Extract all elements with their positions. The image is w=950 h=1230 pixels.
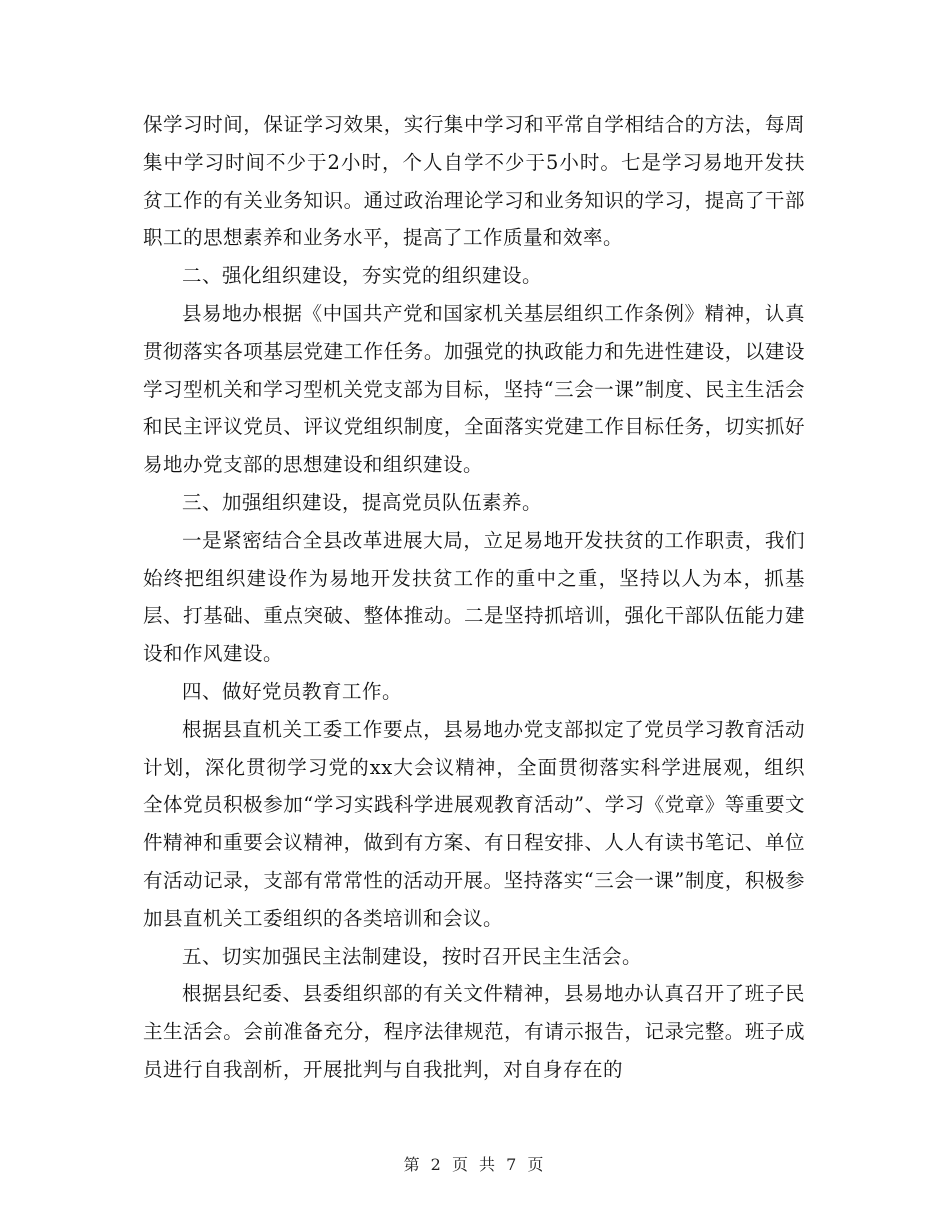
section-heading-3: 三、加强组织建设，提高党员队伍素养。 [182, 490, 543, 514]
page-number-footer: 第 2 页 共 7 页 [403, 1155, 547, 1174]
section-heading-5: 五、切实加强民主法制建设，按时召开民主生活会。 [182, 944, 643, 968]
paragraph: 根据县纪委、县委组织部的有关文件精神，县易地办认真召开了班子民主生活会。会前准备充分，程序法律规范，有请示报告，记录完整。班子成员进行自我剖析，开展批判与自我批判，对自身存在的 [143, 982, 805, 1081]
paragraph-continuation: 保学习时间，保证学习效果，实行集中学习和平常自学相结合的方法，每周集中学习时间不少于2小时，个人自学不少于5小时。七是学习易地开发扶贫工作的有关业务知识。通过政治理论学习和业务知识的学习，提高了干部职工的思想素养和业务水平，提高了工作质量和效率。 [143, 113, 805, 250]
paragraph: 县易地办根据《中国共产党和国家机关基层组织工作条例》精神，认真贯彻落实各项基层党建工作任务。加强党的执政能力和先进性建设，以建设学习型机关和学习型机关党支部为目标，坚持“三会一课”制度、民主生活会和民主评议党员、评议党组织制度，全面落实党建工作目标任务，切实抓好易地办党支部的思想建设和组织建设。 [143, 301, 805, 477]
section-heading-2: 二、强化组织建设，夯实党的组织建设。 [182, 264, 543, 288]
section-heading-4: 四、做好党员教育工作。 [182, 679, 403, 703]
paragraph: 一是紧密结合全县改革进展大局，立足易地开发扶贫的工作职责，我们始终把组织建设作为易地开发扶贫工作的重中之重，坚持以人为本，抓基层、打基础、重点突破、整体推动。二是坚持抓培训，强化干部队伍能力建设和作风建设。 [143, 528, 805, 666]
paragraph: 根据县直机关工委工作要点，县易地办党支部拟定了党员学习教育活动计划，深化贯彻学习党的xx大会议精神，全面贯彻落实科学进展观，组织全体党员积极参加“学习实践科学进展观教育活动”、学习《党章》等重要文件精神和重要会议精神，做到有方案、有日程安排、人人有读书笔记、单位有活动记录，支部有常常性的活动开展。坚持落实“三会一课”制度，积极参加县直机关工委组织的各类培训和会议。 [143, 717, 805, 930]
document-body [143, 106, 805, 1089]
